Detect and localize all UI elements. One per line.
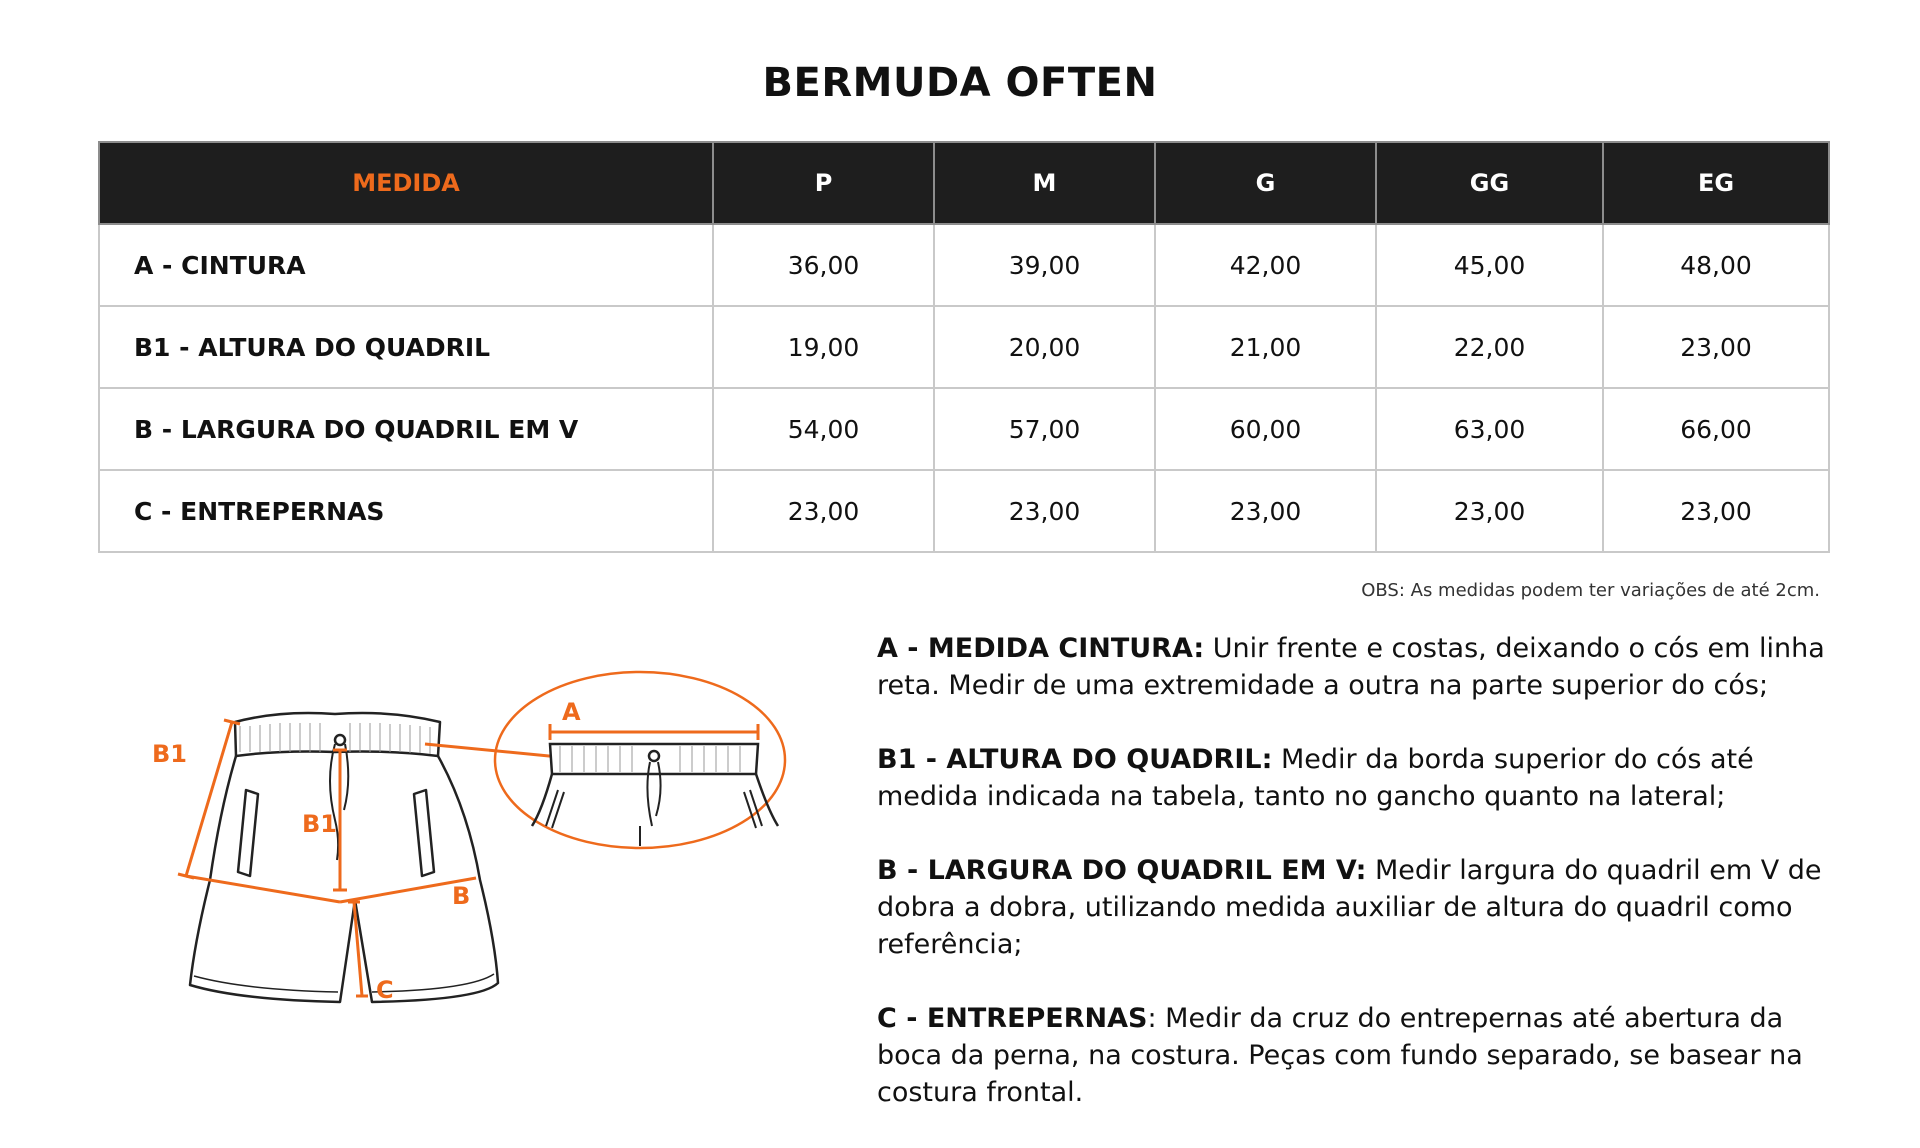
instruction-label: B1 - ALTURA DO QUADRIL: <box>877 744 1273 775</box>
measure-name: B1 - ALTURA DO QUADRIL <box>99 306 713 388</box>
instruction-a <box>877 630 1837 704</box>
table-cell: 23,00 <box>713 470 934 552</box>
page-title: BERMUDA OFTEN <box>762 60 1158 106</box>
table-cell: 23,00 <box>1376 470 1603 552</box>
measurement-instructions <box>877 630 1837 1148</box>
table-cell: 20,00 <box>934 306 1155 388</box>
label-a: A <box>562 698 581 726</box>
table-cell: 48,00 <box>1603 224 1829 306</box>
table-cell: 23,00 <box>1603 306 1829 388</box>
table-cell: 23,00 <box>1155 470 1376 552</box>
label-b1-inner: B1 <box>302 810 337 838</box>
instruction-text: Unir frente e costas, deixando o cós em linha reta. Medir de uma extremidade a outra na parte superior do cós; <box>877 633 1825 701</box>
table-cell: 23,00 <box>934 470 1155 552</box>
shorts-illustration <box>190 713 498 1002</box>
label-c: C <box>376 976 394 1004</box>
header-size-g: G <box>1155 142 1376 224</box>
instruction-text: : Medir da cruz do entrepernas até abertura da boca da perna, na costura. Peças com fundo separado, se basear na costura frontal. <box>877 1003 1803 1108</box>
table-cell: 42,00 <box>1155 224 1376 306</box>
table-cell: 45,00 <box>1376 224 1603 306</box>
instruction-text: Medir da borda superior do cós até medida indicada na tabela, tanto no gancho quanto na lateral; <box>877 744 1754 812</box>
table-row <box>99 306 1829 388</box>
table-cell: 39,00 <box>934 224 1155 306</box>
table-cell: 60,00 <box>1155 388 1376 470</box>
table-row <box>99 224 1829 306</box>
label-b: B <box>452 882 471 910</box>
measure-name: A - CINTURA <box>99 224 713 306</box>
table-cell: 21,00 <box>1155 306 1376 388</box>
header-size-gg: GG <box>1376 142 1603 224</box>
table-cell: 66,00 <box>1603 388 1829 470</box>
instruction-c <box>877 1000 1837 1111</box>
table-cell: 36,00 <box>713 224 934 306</box>
size-table <box>98 141 1830 553</box>
instruction-text: Medir largura do quadril em V de dobra a dobra, utilizando medida auxiliar de altura do quadril como referência; <box>877 855 1822 960</box>
measure-name: C - ENTREPERNAS <box>99 470 713 552</box>
instruction-label: B - LARGURA DO QUADRIL EM V: <box>877 855 1367 886</box>
instruction-b <box>877 852 1837 963</box>
header-size-eg: EG <box>1603 142 1829 224</box>
header-medida: MEDIDA <box>99 142 713 224</box>
header-size-m: M <box>934 142 1155 224</box>
header-size-p: P <box>713 142 934 224</box>
table-cell: 57,00 <box>934 388 1155 470</box>
instruction-b1 <box>877 741 1837 815</box>
table-cell: 22,00 <box>1376 306 1603 388</box>
measure-name: B - LARGURA DO QUADRIL EM V <box>99 388 713 470</box>
table-row <box>99 388 1829 470</box>
zoom-measure-a <box>550 724 758 740</box>
zoom-waistband-illustration <box>532 744 778 846</box>
table-cell: 54,00 <box>713 388 934 470</box>
table-cell: 19,00 <box>713 306 934 388</box>
instruction-label: C - ENTREPERNAS <box>877 1003 1148 1034</box>
table-cell: 63,00 <box>1376 388 1603 470</box>
table-header-row <box>99 142 1829 224</box>
table-cell: 23,00 <box>1603 470 1829 552</box>
instruction-label: A - MEDIDA CINTURA: <box>877 633 1205 664</box>
label-b1-outer: B1 <box>152 740 187 768</box>
obs-note: OBS: As medidas podem ter variações de até 2cm. <box>1361 580 1820 601</box>
table-row <box>99 470 1829 552</box>
shorts-measurement-diagram <box>150 640 810 1020</box>
